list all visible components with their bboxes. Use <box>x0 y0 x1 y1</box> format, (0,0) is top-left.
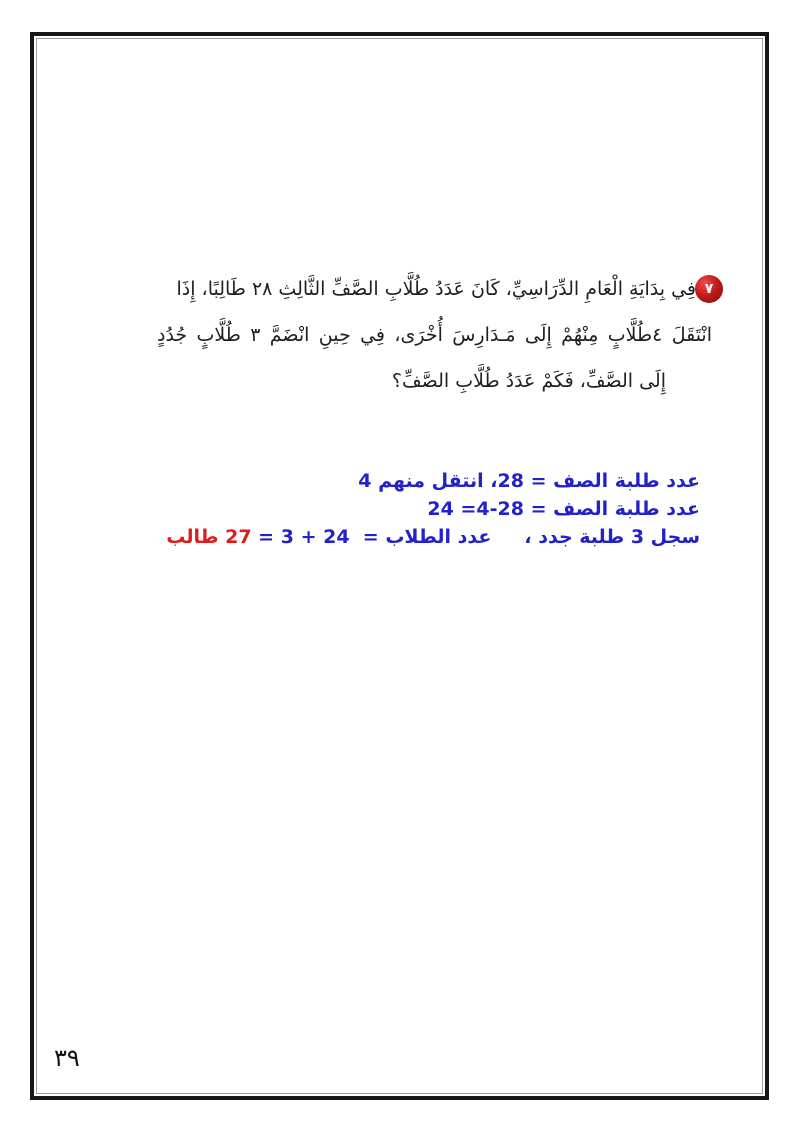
question-paragraph <box>157 266 712 404</box>
solution-line-2: عدد طلبة الصف = 28-4= 24 <box>427 498 700 520</box>
question-number-label: ٧ <box>704 281 714 297</box>
solution-line-3 <box>120 523 700 551</box>
solution-block <box>120 467 700 551</box>
solution-line-3-working: سجل 3 طلبة جدد ، عدد الطلاب = 24 + 3 = <box>251 526 700 548</box>
page-border <box>30 32 769 1100</box>
question-line-1: فِي بِدَايَةِ الْعَامِ الدِّرَاسِيِّ، كَانَ عَدَدُ طُلَّابِ الصَّفِّ الثَّالِثِ ٢٨ طَالِبًا، إِذَا <box>176 278 696 300</box>
solution-line-3-answer: 27 طالب <box>166 526 252 548</box>
page-number: ٣٩ <box>54 1044 80 1072</box>
question-line-3: إِلَى الصَّفِّ، فَكَمْ عَدَدُ طُلَّابِ الصَّفِّ؟ <box>391 370 666 392</box>
question-line-2: انْتَقَلَ ٤طُلَّابٍ مِنْهُمْ إِلَى مَـدَارِسَ أُخْرَى، فِي حِينِ انْضَمَّ ٣ طُلَّابٍ جُدُدٍ <box>157 324 712 346</box>
page-border-inner-line <box>36 38 763 1094</box>
solution-line-1: عدد طلبة الصف = 28، انتقل منهم 4 <box>358 470 700 492</box>
